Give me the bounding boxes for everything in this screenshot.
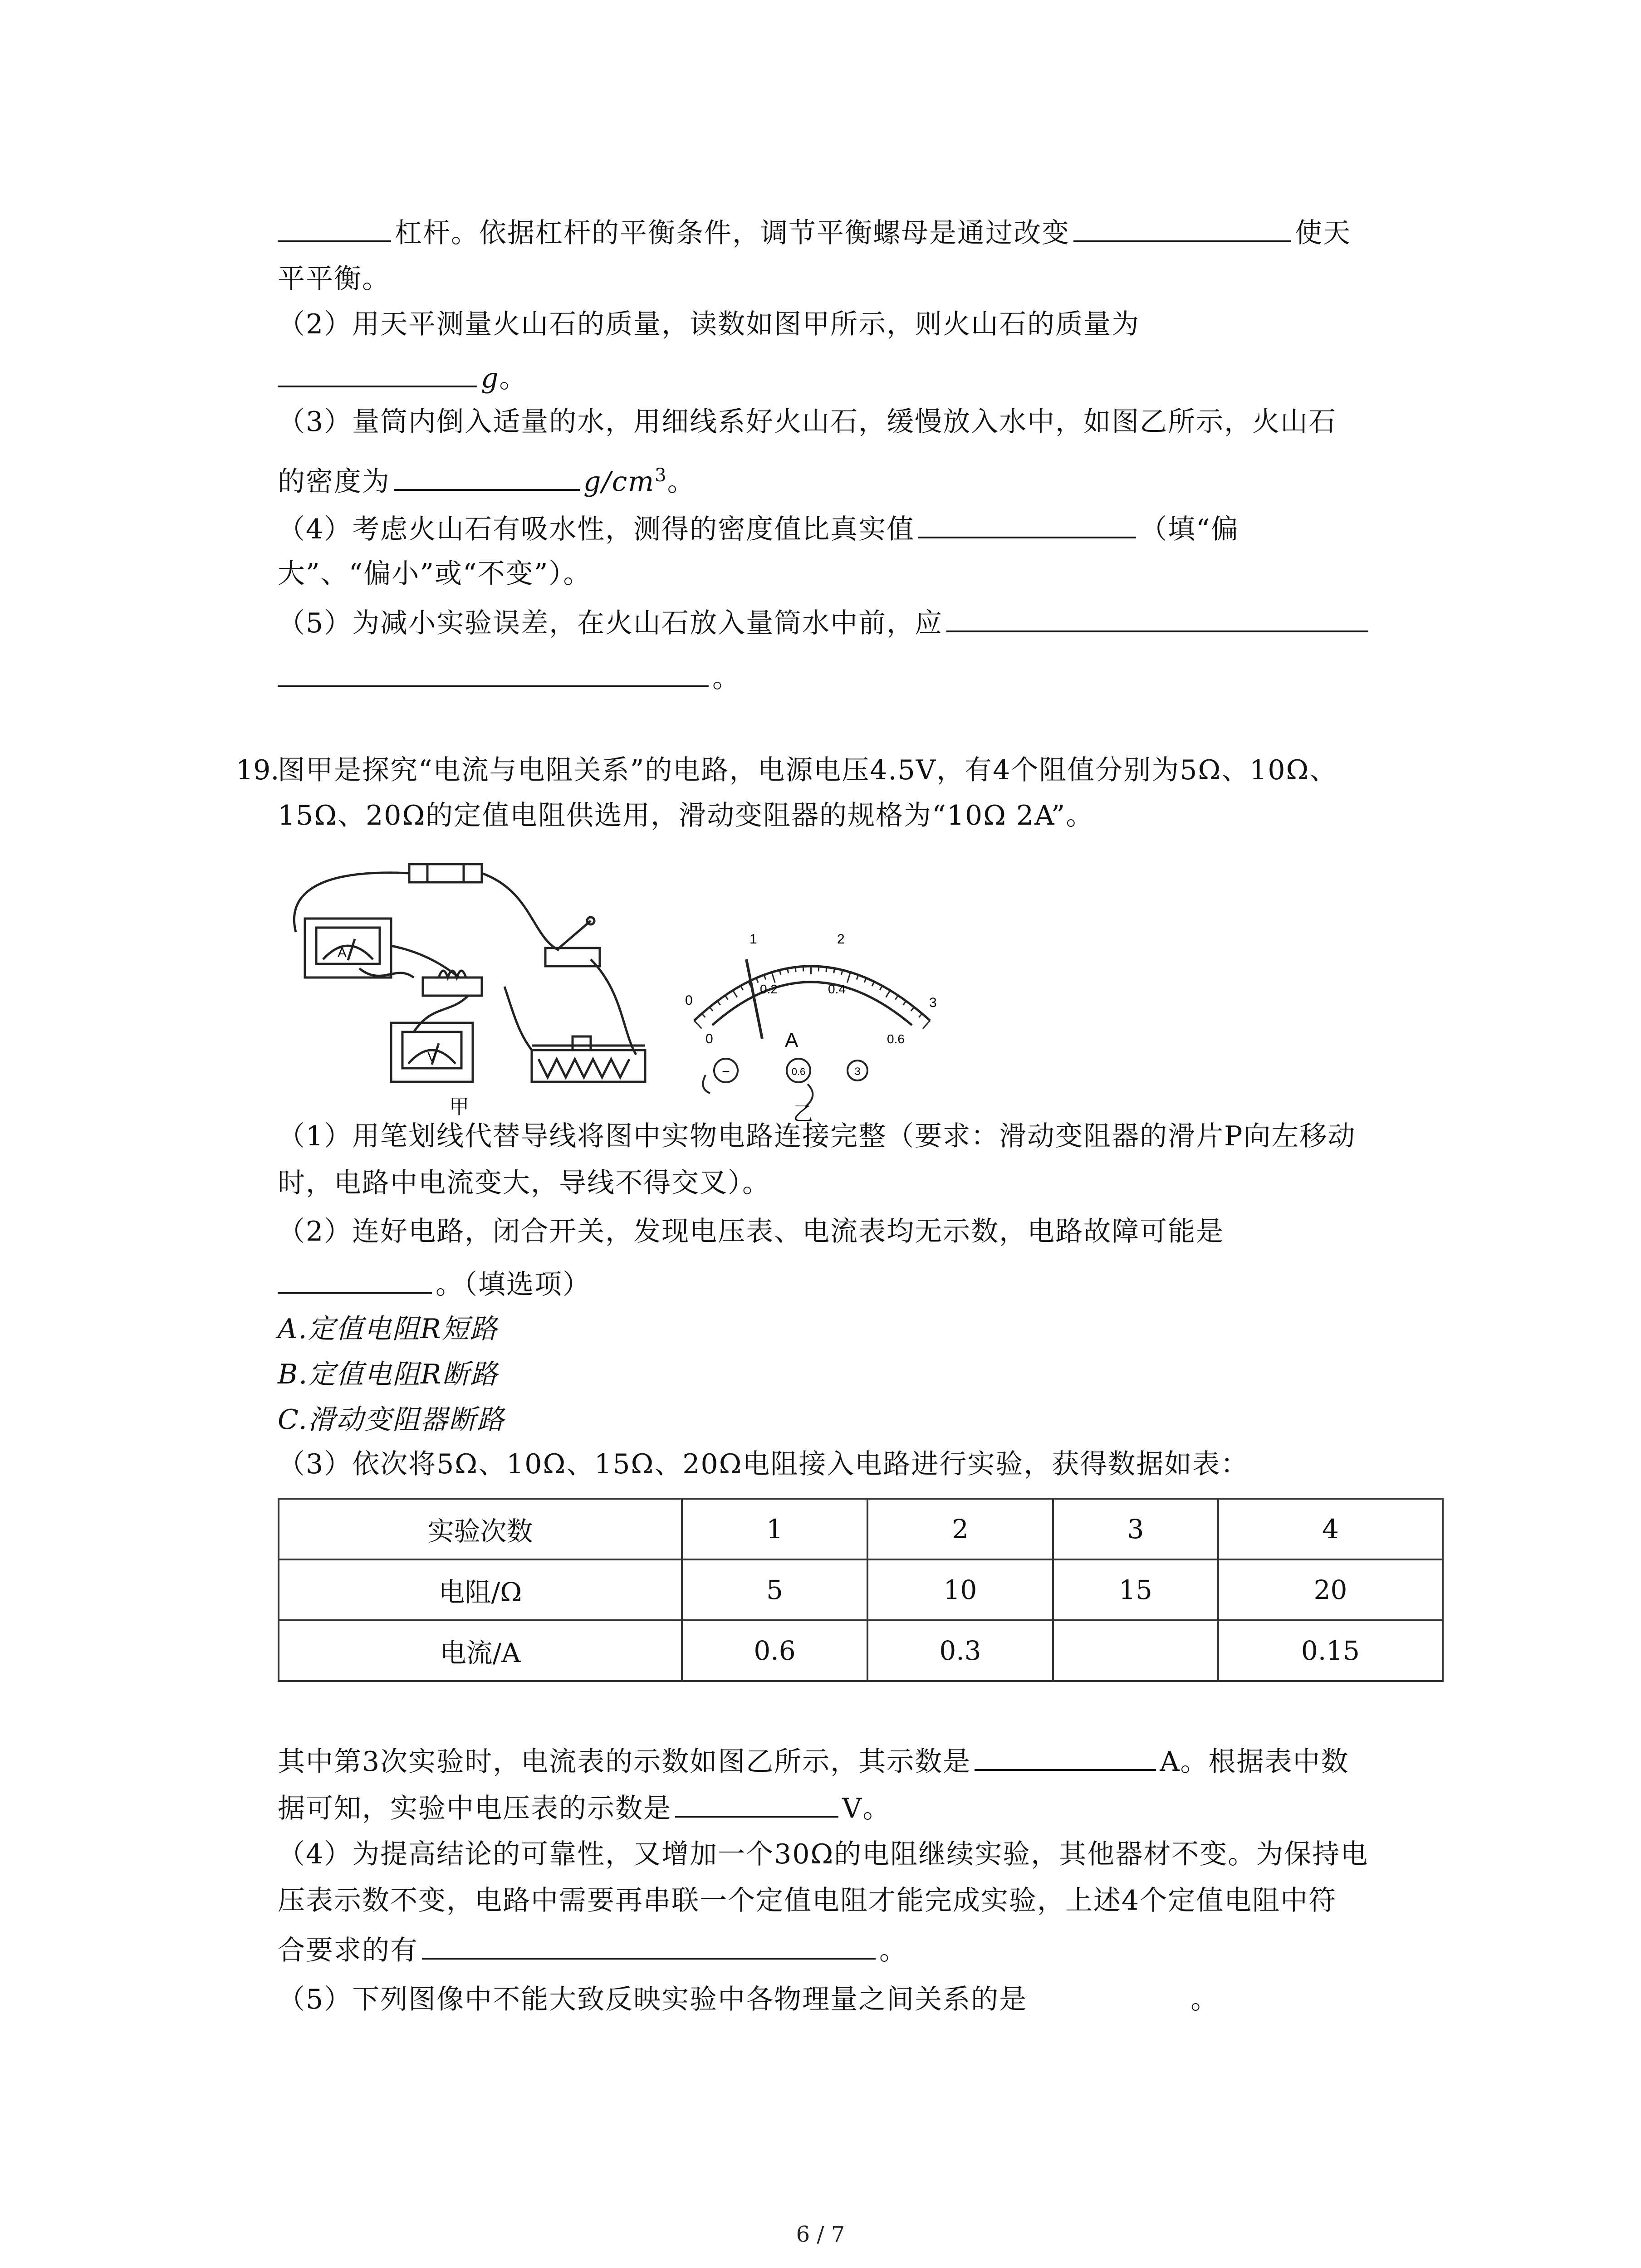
q18-part3: （3）量筒内倒入适量的水，用细线系好火山石，缓慢放入水中，如图乙所示，火山石 <box>278 406 1337 438</box>
dial-tick <box>834 968 835 973</box>
dial-tick <box>725 996 728 1000</box>
table-cell: 电阻/Ω <box>279 1559 682 1620</box>
figure-label-jia: 甲 <box>449 1095 469 1119</box>
terminal-negative: − <box>722 1064 730 1079</box>
dial-tick <box>923 1021 930 1029</box>
answer-blank-density[interactable] <box>394 463 580 491</box>
answer-blank-error-method-a[interactable] <box>946 604 1368 632</box>
dial-tick <box>710 1007 713 1011</box>
q19-part2-line2: 。（填选项） <box>278 1266 591 1303</box>
dial-tick <box>886 990 890 997</box>
table-cell: 1 <box>682 1499 867 1559</box>
ammeter-symbol: A <box>337 945 347 960</box>
answer-blank-voltage[interactable] <box>675 1789 838 1818</box>
dial-tick <box>864 978 866 982</box>
q18-line1: 杠杆。依据杠杆的平衡条件，调节平衡螺母是通过改变 使天 <box>278 214 1351 251</box>
table-cell: 0.3 <box>867 1620 1053 1681</box>
table-cell-empty[interactable] <box>1053 1620 1218 1681</box>
dial-tick <box>818 967 819 972</box>
table-cell: 10 <box>867 1559 1053 1620</box>
q19-part3: （3）依次将5Ω、10Ω、15Ω、20Ω电阻接入电路进行实验，获得数据如表： <box>278 1448 1249 1480</box>
q19-part4-line2: 压表示数不变，电路中需要再串联一个定值电阻才能完成实验，上述4个定值电阻中符 <box>278 1885 1337 1916</box>
answer-blank-current[interactable] <box>975 1743 1156 1771</box>
q18-line2: 平平衡。 <box>278 263 390 295</box>
dial-tick <box>694 1021 701 1028</box>
dial-top-tick-1: 1 <box>749 932 757 947</box>
dial-bottom-tick-0: 0 <box>705 1031 713 1046</box>
answer-blank-resistors[interactable] <box>422 1931 876 1960</box>
q19-option-b: B.定值电阻R断路 <box>278 1359 499 1390</box>
figure-label-yi: 乙 <box>793 1102 813 1125</box>
table-cell: 3 <box>1053 1499 1218 1559</box>
answer-blank-density-bias[interactable] <box>918 510 1136 538</box>
dial-tick <box>847 972 850 982</box>
dial-tick <box>919 1014 922 1017</box>
dial-tick <box>903 1001 906 1005</box>
dial-unit: A <box>785 1029 798 1051</box>
table-cell: 2 <box>867 1499 1053 1559</box>
q18-part4: （4）考虑火山石有吸水性，测得的密度值比真实值 （填“偏 <box>278 510 1239 547</box>
dial-top-tick-0: 0 <box>685 993 693 1008</box>
q18-part3-answer: 的密度为 $g/cm^3$。 <box>278 457 696 500</box>
dial-tick <box>756 978 758 982</box>
table-cell: 4 <box>1218 1499 1443 1559</box>
q19-intro-line1: 图甲是探究“电流与电阻关系”的电路，电源电压4.5V，有4个阻值分别为5Ω、10Ω、 <box>278 754 1338 786</box>
q19-intro-line2: 15Ω、20Ω的定值电阻供选用，滑动变阻器的规格为“10Ω 2A”。 <box>278 800 1094 831</box>
table-cell: 电流/A <box>279 1620 682 1681</box>
dial-tick <box>733 990 737 997</box>
q19-part4-line3: 合要求的有 。 <box>278 1931 907 1969</box>
q18-part5: （5）为减小实验误差，在火山石放入量筒水中前，应 <box>278 604 1372 641</box>
q19-option-a: A.定值电阻R短路 <box>278 1313 498 1345</box>
q18-part2: （2）用天平测量火山石的质量，读数如图甲所示，则火山石的质量为 <box>278 308 1140 340</box>
dial-bottom-tick-2: 0.4 <box>828 982 846 996</box>
answer-blank-lever-type[interactable] <box>278 214 391 242</box>
table-cell: 0.6 <box>682 1620 867 1681</box>
dial-bottom-tick-3: 0.6 <box>887 1032 905 1046</box>
page-number: 6 / 7 <box>796 2222 845 2247</box>
q19-part3-reading: 其中第3次实验时，电流表的示数如图乙所示，其示数是 A。根据表中数 <box>278 1743 1349 1780</box>
table-cell: 0.15 <box>1218 1620 1443 1681</box>
dial-tick <box>788 968 789 973</box>
table-row <box>279 1559 1443 1620</box>
voltmeter-symbol: V <box>427 1050 437 1065</box>
q19-part4-line1: （4）为提高结论的可靠性，又增加一个30Ω的电阻继续实验，其他器材不变。为保持电 <box>278 1838 1369 1870</box>
answer-blank-error-method-b[interactable] <box>278 659 709 687</box>
q19-part2-line1: （2）连好电路，闭合开关，发现电压表、电流表均无示数，电路故障可能是 <box>278 1216 1225 1247</box>
dial-tick <box>772 972 775 982</box>
dial-tick <box>895 996 898 1000</box>
table-cell: 15 <box>1053 1559 1218 1620</box>
data-table <box>278 1498 1444 1682</box>
answer-blank-fault[interactable] <box>278 1266 432 1294</box>
dial-tick <box>826 967 827 972</box>
dial-tick <box>911 1007 914 1011</box>
dial-tick <box>717 1001 720 1005</box>
table-cell: 20 <box>1218 1559 1443 1620</box>
answer-blank-mass[interactable] <box>278 359 477 387</box>
terminal-3: 3 <box>854 1066 861 1078</box>
table-row <box>279 1499 1443 1559</box>
q18-part4-cont: 大”、“偏小”或“不变”）。 <box>278 558 592 590</box>
dial-top-tick-2: 2 <box>837 932 845 947</box>
q19-option-c: C.滑动变阻器断路 <box>278 1404 505 1436</box>
dial-bottom-tick-1: 0.2 <box>760 982 778 996</box>
q19-part3-voltage: 据可知，实验中电压表的示数是 V。 <box>278 1789 891 1827</box>
dial-tick <box>740 986 743 990</box>
q19-number: 19. <box>236 754 279 786</box>
dial-tick <box>795 967 796 972</box>
q18-part5-cont: 。 <box>278 659 740 696</box>
q18-part2-answer: g。 <box>278 359 527 396</box>
dial-tick <box>702 1014 705 1017</box>
answer-blank-balance-method[interactable] <box>1073 214 1291 242</box>
circuit-figure <box>278 841 686 1123</box>
terminal-0-6: 0.6 <box>791 1066 806 1077</box>
table-cell: 实验次数 <box>279 1499 682 1559</box>
dial-top-tick-3: 3 <box>929 995 937 1010</box>
q19-part5: （5）下列图像中不能大致反映实验中各物理量之间关系的是 。 <box>278 1984 1219 2015</box>
table-cell: 5 <box>682 1559 867 1620</box>
ammeter-dial-figure <box>658 903 985 1139</box>
q19-part1-line2: 时，电路中电流变大，导线不得交叉）。 <box>278 1167 770 1199</box>
q19-part1-line1: （1）用笔划线代替导线将图中实物电路连接完整（要求：滑动变阻器的滑片P向左移动 <box>278 1120 1356 1152</box>
table-row <box>279 1620 1443 1681</box>
